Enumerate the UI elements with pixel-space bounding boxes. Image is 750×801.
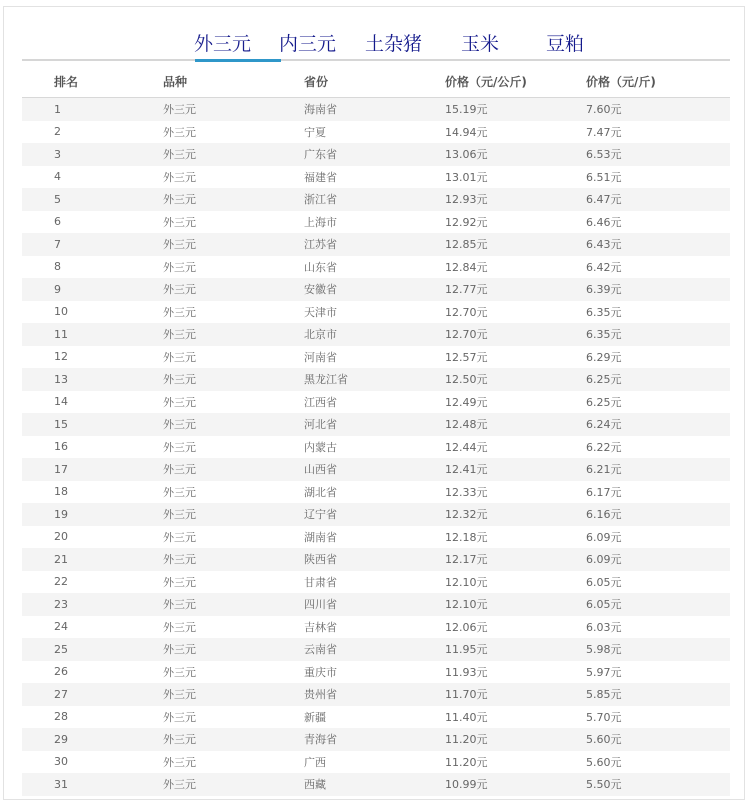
price-jin-cell: 5.97元	[586, 661, 730, 684]
rank-cell: 10	[22, 301, 163, 324]
province-cell: 山西省	[304, 458, 445, 481]
table-row	[22, 301, 730, 324]
province-cell: 四川省	[304, 593, 445, 616]
province-cell: 内蒙古	[304, 436, 445, 459]
breed-cell: 外三元	[163, 323, 304, 346]
price-jin-cell: 6.51元	[586, 166, 730, 189]
price-jin-cell: 6.46元	[586, 211, 730, 234]
price-kg-cell: 11.93元	[445, 661, 586, 684]
table-row	[22, 346, 730, 369]
table-row	[22, 436, 730, 459]
province-cell: 河南省	[304, 346, 445, 369]
rank-cell: 4	[22, 166, 163, 189]
breed-cell: 外三元	[163, 593, 304, 616]
price-jin-cell: 7.47元	[586, 121, 730, 144]
rank-cell: 2	[22, 121, 163, 144]
price-kg-cell: 12.06元	[445, 616, 586, 639]
province-cell: 黑龙江省	[304, 368, 445, 391]
price-kg-cell: 12.70元	[445, 301, 586, 324]
rank-cell: 19	[22, 503, 163, 526]
price-kg-cell: 12.84元	[445, 256, 586, 279]
price-jin-cell: 6.25元	[586, 368, 730, 391]
province-cell: 云南省	[304, 638, 445, 661]
province-cell: 河北省	[304, 413, 445, 436]
table-row	[22, 481, 730, 504]
tab-waisanyuan[interactable]: 外三元	[194, 33, 252, 55]
province-cell: 安徽省	[304, 278, 445, 301]
price-kg-cell: 12.70元	[445, 323, 586, 346]
province-cell: 北京市	[304, 323, 445, 346]
tab-bar	[22, 13, 730, 61]
rank-cell: 8	[22, 256, 163, 279]
breed-cell: 外三元	[163, 346, 304, 369]
table-row	[22, 211, 730, 234]
rank-cell: 16	[22, 436, 163, 459]
price-jin-cell: 6.35元	[586, 301, 730, 324]
price-jin-cell: 6.09元	[586, 526, 730, 549]
price-jin-cell: 6.22元	[586, 436, 730, 459]
table-row	[22, 503, 730, 526]
price-jin-cell: 6.35元	[586, 323, 730, 346]
price-jin-cell: 6.16元	[586, 503, 730, 526]
breed-cell: 外三元	[163, 616, 304, 639]
table-row	[22, 458, 730, 481]
province-cell: 吉林省	[304, 616, 445, 639]
price-kg-cell: 11.95元	[445, 638, 586, 661]
price-kg-cell: 12.10元	[445, 571, 586, 594]
price-panel	[3, 6, 745, 800]
table-row	[22, 773, 730, 796]
rank-cell: 12	[22, 346, 163, 369]
rank-cell: 30	[22, 751, 163, 774]
breed-cell: 外三元	[163, 773, 304, 796]
price-kg-cell: 13.01元	[445, 166, 586, 189]
price-kg-cell: 11.20元	[445, 728, 586, 751]
rank-cell: 13	[22, 368, 163, 391]
province-cell: 陕西省	[304, 548, 445, 571]
price-jin-cell: 6.53元	[586, 143, 730, 166]
breed-cell: 外三元	[163, 233, 304, 256]
breed-cell: 外三元	[163, 188, 304, 211]
breed-cell: 外三元	[163, 481, 304, 504]
province-cell: 辽宁省	[304, 503, 445, 526]
tab-yumi[interactable]: 玉米	[461, 33, 500, 55]
price-jin-cell: 6.39元	[586, 278, 730, 301]
breed-cell: 外三元	[163, 278, 304, 301]
header-province: 省份	[304, 65, 445, 98]
price-jin-cell: 5.50元	[586, 773, 730, 796]
rank-cell: 28	[22, 706, 163, 729]
price-jin-cell: 5.98元	[586, 638, 730, 661]
province-cell: 西藏	[304, 773, 445, 796]
table-row	[22, 593, 730, 616]
price-kg-cell: 10.99元	[445, 773, 586, 796]
rank-cell: 21	[22, 548, 163, 571]
table-row	[22, 661, 730, 684]
price-kg-cell: 14.94元	[445, 121, 586, 144]
province-cell: 浙江省	[304, 188, 445, 211]
price-kg-cell: 12.41元	[445, 458, 586, 481]
price-kg-cell: 13.06元	[445, 143, 586, 166]
rank-cell: 18	[22, 481, 163, 504]
price-kg-cell: 12.85元	[445, 233, 586, 256]
table-row	[22, 188, 730, 211]
price-jin-cell: 5.70元	[586, 706, 730, 729]
price-jin-cell: 6.29元	[586, 346, 730, 369]
price-kg-cell: 12.57元	[445, 346, 586, 369]
province-cell: 湖南省	[304, 526, 445, 549]
price-kg-cell: 11.70元	[445, 683, 586, 706]
breed-cell: 外三元	[163, 458, 304, 481]
breed-cell: 外三元	[163, 751, 304, 774]
province-cell: 广东省	[304, 143, 445, 166]
table-row	[22, 121, 730, 144]
breed-cell: 外三元	[163, 256, 304, 279]
table-row	[22, 728, 730, 751]
rank-cell: 9	[22, 278, 163, 301]
price-jin-cell: 6.42元	[586, 256, 730, 279]
rank-cell: 31	[22, 773, 163, 796]
table-row	[22, 751, 730, 774]
tab-doupo[interactable]: 豆粕	[546, 33, 585, 55]
table-row	[22, 548, 730, 571]
header-breed: 品种	[163, 65, 304, 98]
table-row	[22, 278, 730, 301]
province-cell: 湖北省	[304, 481, 445, 504]
table-row	[22, 571, 730, 594]
breed-cell: 外三元	[163, 526, 304, 549]
rank-cell: 23	[22, 593, 163, 616]
price-kg-cell: 11.20元	[445, 751, 586, 774]
table-row	[22, 638, 730, 661]
province-cell: 甘肃省	[304, 571, 445, 594]
rank-cell: 29	[22, 728, 163, 751]
price-jin-cell: 6.05元	[586, 571, 730, 594]
price-kg-cell: 12.32元	[445, 503, 586, 526]
province-cell: 天津市	[304, 301, 445, 324]
price-kg-cell: 11.40元	[445, 706, 586, 729]
price-jin-cell: 6.24元	[586, 413, 730, 436]
price-jin-cell: 6.21元	[586, 458, 730, 481]
price-jin-cell: 7.60元	[586, 98, 730, 121]
breed-cell: 外三元	[163, 503, 304, 526]
breed-cell: 外三元	[163, 413, 304, 436]
province-cell: 新疆	[304, 706, 445, 729]
active-tab-indicator	[195, 59, 281, 62]
price-jin-cell: 6.09元	[586, 548, 730, 571]
rank-cell: 6	[22, 211, 163, 234]
price-kg-cell: 12.49元	[445, 391, 586, 414]
table-header-row	[22, 65, 730, 98]
table-row	[22, 256, 730, 279]
price-kg-cell: 12.33元	[445, 481, 586, 504]
breed-cell: 外三元	[163, 211, 304, 234]
rank-cell: 26	[22, 661, 163, 684]
header-rank: 排名	[22, 65, 163, 98]
price-jin-cell: 6.47元	[586, 188, 730, 211]
price-jin-cell: 5.60元	[586, 751, 730, 774]
province-cell: 海南省	[304, 98, 445, 121]
breed-cell: 外三元	[163, 143, 304, 166]
price-jin-cell: 6.43元	[586, 233, 730, 256]
breed-cell: 外三元	[163, 661, 304, 684]
breed-cell: 外三元	[163, 548, 304, 571]
breed-cell: 外三元	[163, 98, 304, 121]
table-row	[22, 413, 730, 436]
breed-cell: 外三元	[163, 368, 304, 391]
table-row	[22, 323, 730, 346]
table-row	[22, 616, 730, 639]
table-row	[22, 98, 730, 121]
breed-cell: 外三元	[163, 121, 304, 144]
province-cell: 广西	[304, 751, 445, 774]
breed-cell: 外三元	[163, 391, 304, 414]
province-cell: 贵州省	[304, 683, 445, 706]
breed-cell: 外三元	[163, 301, 304, 324]
price-kg-cell: 12.48元	[445, 413, 586, 436]
breed-cell: 外三元	[163, 638, 304, 661]
price-jin-cell: 6.25元	[586, 391, 730, 414]
province-cell: 青海省	[304, 728, 445, 751]
table-row	[22, 233, 730, 256]
rank-cell: 15	[22, 413, 163, 436]
table-row	[22, 683, 730, 706]
province-cell: 上海市	[304, 211, 445, 234]
table-row	[22, 526, 730, 549]
rank-cell: 25	[22, 638, 163, 661]
price-kg-cell: 12.44元	[445, 436, 586, 459]
price-kg-cell: 12.10元	[445, 593, 586, 616]
rank-cell: 20	[22, 526, 163, 549]
breed-cell: 外三元	[163, 571, 304, 594]
header-price-kg: 价格（元/公斤)	[445, 65, 586, 98]
price-kg-cell: 12.92元	[445, 211, 586, 234]
price-table	[22, 65, 730, 796]
table-row	[22, 143, 730, 166]
price-kg-cell: 15.19元	[445, 98, 586, 121]
breed-cell: 外三元	[163, 436, 304, 459]
tab-tuzazhu[interactable]: 土杂猪	[365, 33, 423, 55]
province-cell: 江苏省	[304, 233, 445, 256]
table-row	[22, 166, 730, 189]
rank-cell: 27	[22, 683, 163, 706]
tab-neisanyuan[interactable]: 内三元	[279, 33, 337, 55]
price-jin-cell: 6.03元	[586, 616, 730, 639]
rank-cell: 5	[22, 188, 163, 211]
province-cell: 宁夏	[304, 121, 445, 144]
rank-cell: 24	[22, 616, 163, 639]
price-jin-cell: 6.05元	[586, 593, 730, 616]
province-cell: 山东省	[304, 256, 445, 279]
breed-cell: 外三元	[163, 166, 304, 189]
price-jin-cell: 5.85元	[586, 683, 730, 706]
rank-cell: 14	[22, 391, 163, 414]
price-kg-cell: 12.93元	[445, 188, 586, 211]
table-row	[22, 368, 730, 391]
price-kg-cell: 12.50元	[445, 368, 586, 391]
province-cell: 重庆市	[304, 661, 445, 684]
rank-cell: 3	[22, 143, 163, 166]
province-cell: 福建省	[304, 166, 445, 189]
rank-cell: 22	[22, 571, 163, 594]
rank-cell: 7	[22, 233, 163, 256]
price-kg-cell: 12.77元	[445, 278, 586, 301]
price-jin-cell: 5.60元	[586, 728, 730, 751]
province-cell: 江西省	[304, 391, 445, 414]
rank-cell: 11	[22, 323, 163, 346]
price-kg-cell: 12.18元	[445, 526, 586, 549]
price-kg-cell: 12.17元	[445, 548, 586, 571]
table-row	[22, 391, 730, 414]
breed-cell: 外三元	[163, 683, 304, 706]
breed-cell: 外三元	[163, 728, 304, 751]
breed-cell: 外三元	[163, 706, 304, 729]
rank-cell: 17	[22, 458, 163, 481]
table-row	[22, 706, 730, 729]
price-jin-cell: 6.17元	[586, 481, 730, 504]
header-price-jin: 价格（元/斤)	[586, 65, 730, 98]
rank-cell: 1	[22, 98, 163, 121]
